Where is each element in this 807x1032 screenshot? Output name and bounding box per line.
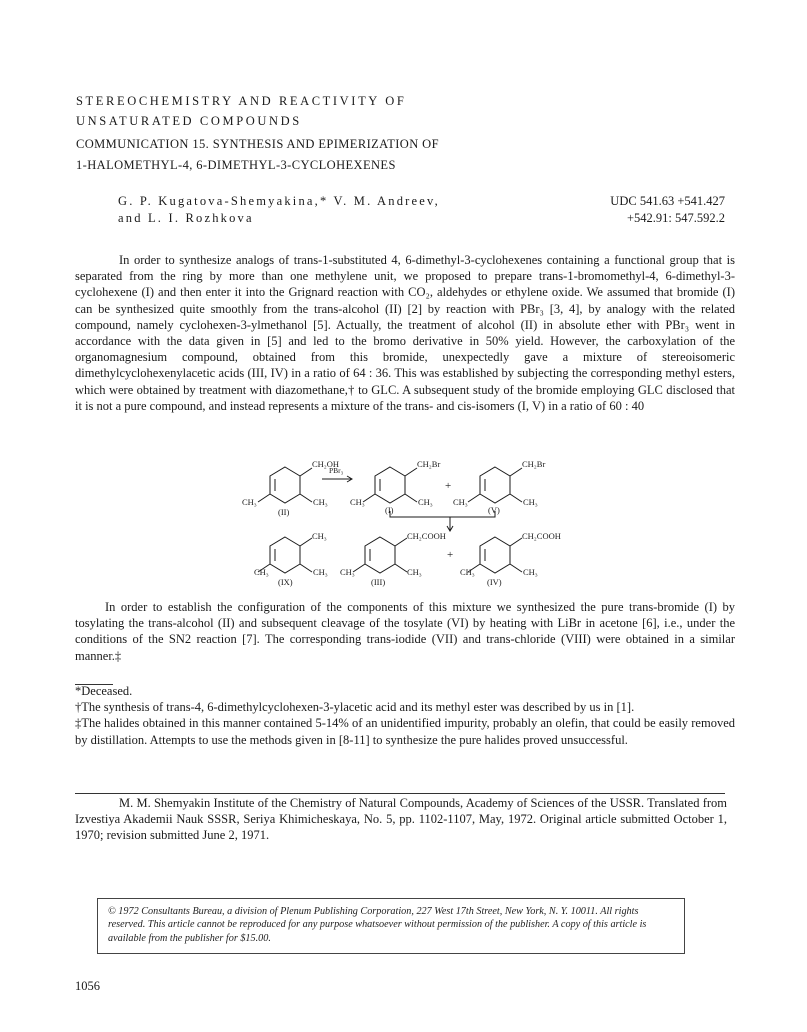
sub-ix: CH₃ [312, 531, 327, 541]
affiliation-block [75, 795, 727, 844]
reaction-scheme [240, 455, 580, 587]
me-left-iv: CH₃ [460, 567, 475, 577]
sub-iv: CH₂COOH [522, 531, 561, 541]
me-left-i: CH₃ [350, 497, 365, 507]
second-paragraph-block [75, 599, 735, 664]
plus-bottom: + [447, 549, 454, 561]
page-number: 1056 [75, 979, 100, 993]
intro-paragraph-block [75, 252, 735, 414]
authors-line-1: G. P. Kugatova-Shemyakina,* V. M. Andreev, [118, 194, 441, 208]
structure-i-ring [363, 467, 417, 503]
me-left-ix: CH₃ [254, 567, 269, 577]
title-line-2: UNSATURATED COMPOUNDS [76, 114, 302, 128]
structure-v-ring [468, 467, 522, 503]
me-right-iii: CH₃ [407, 567, 422, 577]
structure-iii-ring [353, 537, 407, 573]
bracket-line [390, 511, 495, 517]
label-iv: (IV) [487, 577, 502, 587]
copyright-box [97, 898, 685, 954]
title-line-4: 1-HALOMETHYL-4, 6-DIMETHYL-3-CYCLOHEXENES [76, 158, 396, 172]
me-right-iv: CH₃ [523, 567, 538, 577]
me-left-v: CH₃ [453, 497, 468, 507]
sub-v: CH₂Br [522, 459, 546, 469]
me-right-i: CH₃ [418, 497, 433, 507]
authors-line-2: and L. I. Rozhkova [118, 211, 254, 225]
footnotes-block [75, 683, 735, 748]
me-left-iii: CH₃ [340, 567, 355, 577]
sub-iii: CH₂COOH [407, 531, 446, 541]
udc-line-1: UDC 541.63 +541.427 [610, 194, 725, 208]
label-ix: (IX) [278, 577, 293, 587]
affiliation-text: M. M. Shemyakin Institute of the Chemistry of Natural Compounds, Academy of Sciences of the USSR. Translated from Izvestiya Akademii Nauk SSSR, Seriya Khimicheskaya, No. 5, pp. 1102-1107, May, 1972. Original article submitted October 1, 1970; revision submitted June 2, 1971. [75, 796, 727, 843]
plus-top: + [445, 480, 452, 492]
footnote-double-dagger: ‡The halides obtained in this manner contained 5-14% of an unidentified impurity, probably an olefin, that could be easily removed by distillation. Attempts to use the methods given in [8-11] to synthesize the pure halides proved unsuccessful. [75, 716, 735, 747]
structure-iv-ring [468, 537, 522, 573]
footnote-deceased: *Deceased. [75, 684, 133, 698]
label-i: (I) [385, 505, 394, 515]
me-left-ii: CH₃ [242, 497, 257, 507]
copyright-text: © 1972 Consultants Bureau, a division of Plenum Publishing Corporation, 227 West 17th Street, New York, N. Y. 10011. All rights reserved. This article cannot be reproduced for any purpose whatsoever without permission of the publisher. A copy of this article is available from the publisher for $15.00. [108, 906, 647, 944]
second-paragraph: In order to establish the configuration of the components of this mixture we synthesized the pure trans-bromide (I) by tosylating the trans-alcohol (II) and subsequent cleavage of the tosylate (VI) by heating with LiBr in acetone [6], i.e., under the conditions of the SN2 reaction [7]. The corresponding trans-iodide (VII) and trans-chloride (VIII) were obtained in a similar manner.‡ [75, 600, 735, 663]
me-right-ii: CH₃ [313, 497, 328, 507]
reagent-label: PBr₃ [329, 466, 344, 475]
me-right-ix: CH₃ [313, 567, 328, 577]
affiliation-rule [75, 793, 725, 794]
sub-ii: CH₂OH [312, 459, 340, 469]
label-ii: (II) [278, 507, 290, 517]
label-v: (V) [488, 505, 500, 515]
footnote-dagger: †The synthesis of trans-4, 6-dimethylcyclohexen-3-ylacetic acid and its methyl ester was described by us in [1]. [75, 700, 635, 715]
sub-i: CH₂Br [417, 459, 441, 469]
intro-paragraph: In order to synthesize analogs of trans-1-substituted 4, 6-dimethyl-3-cyclohexenes containing a functional group that is separated from the ring by more than one methylene unit, we proposed to prepare trans-1-bromomethyl-4, 6-dimethyl-3-cyclohexene (I) and then enter it into the Grignard reaction with CO₂, aldehydes or ethylene oxide. We assumed that bromide (I) can be synthesized quite smoothly from the trans-alcohol (II) [2] by reaction with PBr₃ [3, 4], by analogy with the related compound, namely cyclohexen-3-ylmethanol [5]. Actually, the treatment of alcohol (II) in absolute ether with PBr₃ went in accordance with the data given in [5] and led to the bromo derivative in 50% yield. However, the carboxylation of the organomagnesium compound, obtained from this bromide, unexpectedly gave a mixture of stereoisomeric dimethylcyclohexenylacetic acids (III, IV) in a ratio of 64 : 36. This was established by subjecting the corresponding methyl esters, which were obtained by treatment with diazomethane,† to GLC. A subsequent study of the bromide employing GLC disclosed that it is not a pure compound, and instead represents a mixture of the trans- and cis-isomers (I, V) in a ratio of 60 : 40 [75, 253, 735, 413]
udc-line-2: +542.91: 547.592.2 [626, 211, 725, 225]
title-line-3: COMMUNICATION 15. SYNTHESIS AND EPIMERIZATION OF [76, 137, 439, 151]
structure-ii-ring [258, 467, 312, 503]
title-line-1: STEREOCHEMISTRY AND REACTIVITY OF [76, 94, 407, 108]
label-iii: (III) [371, 577, 386, 587]
me-right-v: CH₃ [523, 497, 538, 507]
